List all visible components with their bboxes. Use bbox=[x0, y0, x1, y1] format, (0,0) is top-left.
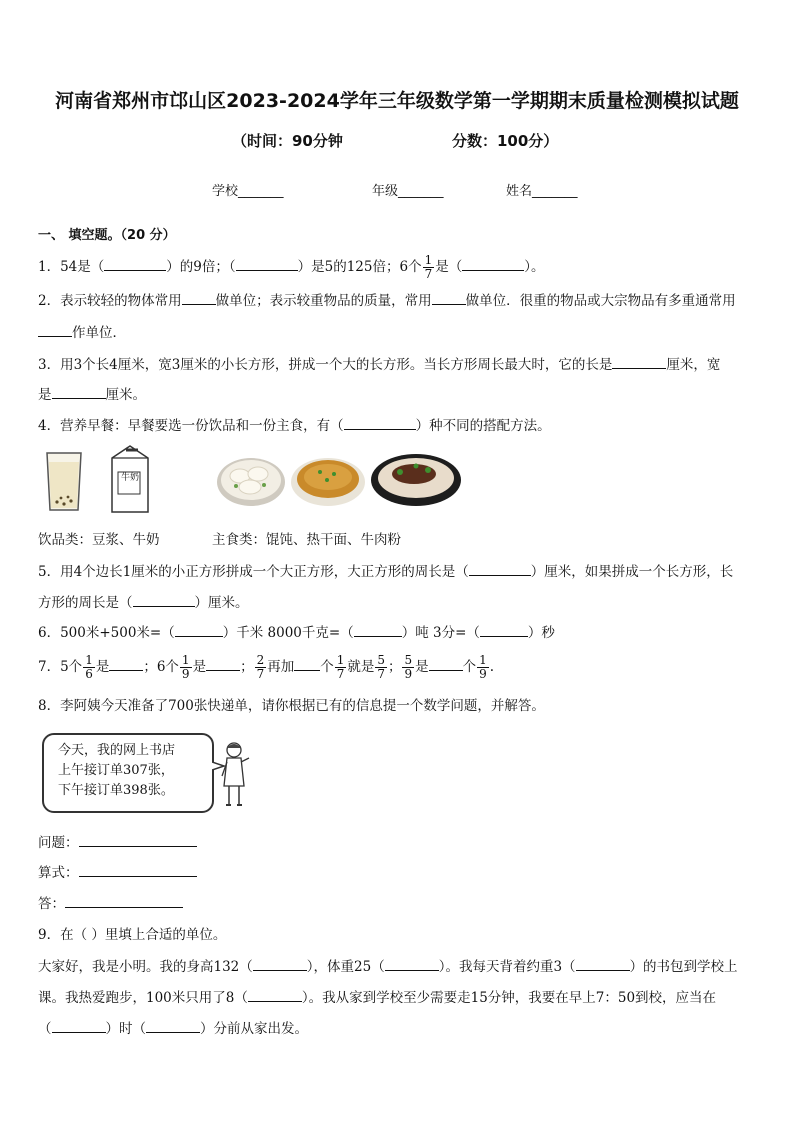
answer-line[interactable] bbox=[65, 895, 183, 908]
question-9: 9．在（ ）里填上合适的单位。 bbox=[38, 927, 227, 943]
section-heading: 一、 填空题。（20 分） bbox=[38, 228, 176, 243]
question-1: 1．54是（ ）的9倍；（ ）是5的125倍；6个 $\frac{1}{7}$ 是（ ）。 bbox=[38, 253, 545, 281]
question-7: 7．5个 $\frac{1}{6}$ 是 ；6个 $\frac{1}{9}$ 是 ； $\frac{2}{7}$ 再加 个 $\frac{1}{7}$ 就是 $\frac{5}{7}$ ； $\frac{5}{9}$ 是 个 $\frac{1}{9}$ . bbox=[38, 653, 495, 681]
foods-list: 主食类：馄饨、热干面、牛肉粉 bbox=[212, 532, 401, 548]
fraction: $\frac{1}{7}$ bbox=[424, 253, 433, 281]
question-4: 4．营养早餐：早餐要选一份饮品和一份主食，有（ ）种不同的搭配方法。 bbox=[38, 415, 551, 436]
answer-blank[interactable] bbox=[480, 622, 528, 637]
woman-figure-image bbox=[218, 740, 252, 808]
answer-blank[interactable] bbox=[133, 592, 195, 607]
answer-blank[interactable] bbox=[109, 656, 143, 671]
q8-question-line: 问题： bbox=[38, 833, 197, 853]
question-3-cont: 是 厘米。 bbox=[38, 384, 146, 405]
milk-carton-label: 牛奶 bbox=[121, 473, 140, 483]
question-9-line-1: 大家好，我是小明。我的身高132（ ），体重25（ ）。我每天背着约重3（ ）的书包到学校上 bbox=[38, 956, 738, 977]
bubble-line: 上午接订单307张， bbox=[58, 763, 174, 778]
answer-blank[interactable] bbox=[294, 656, 320, 671]
drinks-list: 饮品类：豆浆、牛奶 bbox=[38, 532, 160, 548]
answer-blank[interactable] bbox=[52, 1018, 106, 1033]
name-field: 姓名_______ bbox=[506, 184, 578, 199]
soy-milk-glass-image bbox=[44, 450, 84, 514]
bubble-line: 今天，我的网上书店 bbox=[58, 743, 176, 758]
question-2-cont: 作单位． bbox=[38, 322, 126, 343]
beef-noodles-image bbox=[370, 450, 462, 508]
answer-blank[interactable] bbox=[248, 987, 302, 1002]
answer-blank[interactable] bbox=[576, 956, 630, 971]
answer-blank[interactable] bbox=[182, 290, 216, 305]
answer-blank[interactable] bbox=[52, 384, 106, 399]
answer-blank[interactable] bbox=[612, 354, 666, 369]
question-5-cont: 方形的周长是（ ）厘米。 bbox=[38, 592, 249, 613]
answer-blank[interactable] bbox=[354, 622, 402, 637]
question-8: 8．李阿姨今天准备了700张快递单，请你根据已有的信息提一个数学问题，并解答。 bbox=[38, 698, 545, 714]
answer-blank[interactable] bbox=[385, 956, 439, 971]
question-3: 3．用3个长4厘米，宽3厘米的小长方形，拼成一个大的长方形。当长方形周长最大时，它的长是 厘米，宽 bbox=[38, 354, 720, 375]
question-9-line-3: （ ）时（ ）分前从家出发。 bbox=[38, 1018, 308, 1039]
grade-field: 年级_______ bbox=[372, 184, 444, 199]
answer-blank[interactable] bbox=[104, 256, 166, 271]
wonton-bowl-image bbox=[216, 452, 286, 508]
answer-line[interactable] bbox=[79, 864, 197, 877]
bubble-line: 下午接订单398张。 bbox=[58, 783, 174, 798]
exam-time: （时间：90分钟 bbox=[232, 132, 343, 150]
answer-blank[interactable] bbox=[344, 415, 416, 430]
answer-blank[interactable] bbox=[429, 656, 463, 671]
answer-blank[interactable] bbox=[175, 622, 223, 637]
answer-blank[interactable] bbox=[146, 1018, 200, 1033]
answer-blank[interactable] bbox=[462, 256, 524, 271]
answer-line[interactable] bbox=[79, 834, 197, 847]
school-field: 学校_______ bbox=[212, 184, 284, 199]
question-6: 6．500米+500米=（ ）千米 8000千克=（ ）吨 3分=（ ）秒 bbox=[38, 622, 555, 643]
exam-score: 分数：100分） bbox=[452, 132, 559, 150]
answer-blank[interactable] bbox=[469, 561, 531, 576]
q8-formula-line: 算式： bbox=[38, 863, 197, 883]
answer-blank[interactable] bbox=[253, 956, 307, 971]
answer-blank[interactable] bbox=[236, 256, 298, 271]
question-2: 2．表示较轻的物体常用 做单位；表示较重物品的质量，常用 做单位．很重的物品或大宗物品有多重通常用 bbox=[38, 290, 736, 311]
question-9-line-2: 课。我热爱跑步，100米只用了8（ ）。我从家到学校至少需要走15分钟，我要在早上7：50到校，应当在 bbox=[38, 987, 716, 1008]
page-title: 河南省郑州市邙山区2023-2024学年三年级数学第一学期期末质量检测模拟试题 bbox=[55, 90, 739, 112]
answer-blank[interactable] bbox=[432, 290, 466, 305]
answer-blank[interactable] bbox=[38, 322, 72, 337]
speech-bubble bbox=[42, 733, 214, 813]
q8-answer-line: 答： bbox=[38, 894, 183, 914]
hot-dry-noodles-image bbox=[290, 452, 366, 508]
answer-blank[interactable] bbox=[206, 656, 240, 671]
question-5: 5．用4个边长1厘米的小正方形拼成一个大正方形，大正方形的周长是（ ）厘米，如果拼成一个长方形，长 bbox=[38, 561, 733, 582]
